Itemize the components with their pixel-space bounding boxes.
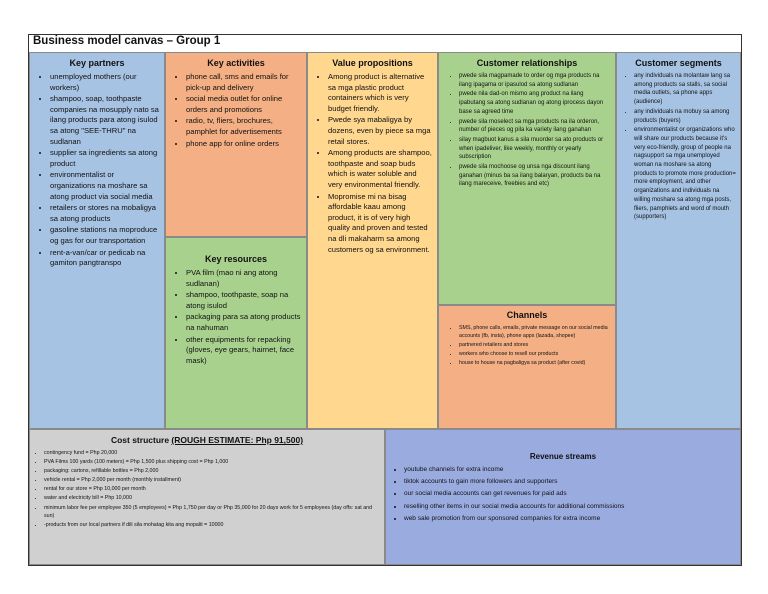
- list-item: • workers who choose to resell our products: [459, 350, 611, 358]
- cost-structure-heading: [30, 435, 384, 445]
- customer-segments-cell: [616, 52, 741, 429]
- list-item: • retailers or stores na mobaligya sa atong products: [50, 203, 160, 224]
- list-item: • SMS, phone calls, emails, private message on our social media accounts (fb, insta), phone apps (lazada, shopee): [459, 324, 611, 340]
- list-item: • our social media accounts can get revenues for paid ads: [404, 488, 736, 499]
- customer-segments-list: [617, 72, 740, 222]
- key-activities-list: [166, 72, 306, 149]
- list-item: • phone app for online orders: [186, 139, 302, 150]
- list-item: • environmentalist or organizations na moshare sa atong product via social media: [50, 170, 160, 202]
- list-item: • -products from our local partners if dili sila mohatag kita ang mopalit = 10000: [44, 521, 380, 529]
- key-partners-list: [30, 72, 164, 269]
- list-item: • Among product is alternative sa mga plastic product containers which is very budget friendly.: [328, 72, 433, 114]
- cost-estimate: (ROUGH ESTIMATE: Php 91,500): [171, 435, 304, 445]
- list-item: • Pwede sya mabaligya by dozens, even by piece sa mga retail stores.: [328, 115, 433, 147]
- list-item: • supplier sa ingredients sa atong product: [50, 148, 160, 169]
- page-title: Business model canvas – Group 1: [33, 35, 221, 47]
- list-item: • pwede sila mochoose og unsa nga discount ilang ganahan (minus ba sa ilang balaryan, products ba na ilang mareceive, freebies and etc): [459, 163, 611, 189]
- key-activities-cell: [165, 52, 307, 237]
- value-propositions-list: [308, 72, 437, 255]
- channels-cell: [438, 305, 616, 429]
- list-item: • any individuals na molantaw lang sa among products sa stalls, sa social media outlets, sa phone apps (audience): [634, 72, 736, 107]
- customer-relationships-list: [439, 72, 615, 189]
- list-item: • partnered retailers and stores: [459, 341, 611, 349]
- list-item: • water and electricity bill = Php 10,000: [44, 494, 380, 502]
- revenue-streams-heading: Revenue streams: [529, 452, 597, 461]
- list-item: • minimum labor fee per employee 350 (5 employees) = Php 1,750 per day or Php 35,000 for 20 days work for 5 employees (day offs: sat and sun): [44, 504, 380, 520]
- list-item: • youtube channels for extra income: [404, 464, 736, 475]
- value-propositions-heading: Value propositions: [332, 58, 413, 68]
- list-item: • house to house na pagbaligya sa product (after covid): [459, 359, 611, 367]
- channels-heading: Channels: [506, 310, 548, 320]
- key-partners-heading: Key partners: [69, 58, 125, 68]
- list-item: • silay magbuot kanus a sila muorder sa ato products or when ipadeliver, like weekly, monthly or yearly subscription: [459, 136, 611, 162]
- customer-segments-heading: Customer segments: [635, 58, 722, 68]
- list-item: • packaging para sa atong products na nahuman: [186, 312, 302, 333]
- list-item: • environmentalist or organizations who will share our products because it's very eco-friendly, group of people na nagsupport sa mga unemployed woman na moshare sa atong products to promote more production= more employment, and other organizations and individuals na willing moshare sa atong mga posts, fliers, pamphlets and word of mouth (supporters): [634, 126, 736, 222]
- list-item: • Among products are shampoo, toothpaste and soap buds which is water soluble and very environmental friendly.: [328, 148, 433, 190]
- key-resources-cell: [165, 237, 307, 429]
- key-resources-heading: Key resources: [204, 254, 268, 264]
- list-item: • web sale promotion from our sponsored companies for extra income: [404, 513, 736, 524]
- list-item: • rental for our store = Php 10,000 per month: [44, 485, 380, 493]
- revenue-streams-list: [386, 464, 740, 524]
- key-resources-list: [166, 268, 306, 366]
- list-item: • Mopromise mi na bisag affordable kaau among product, it is of very high quality and proven and tested na dli makaharm sa among customers og sa environment.: [328, 192, 433, 256]
- list-item: • vehicle rental = Php 2,000 per month (monthly installment): [44, 476, 380, 484]
- list-item: • PVA film (mao ni ang atong sudlanan): [186, 268, 302, 289]
- list-item: • tiktok accounts to gain more followers and supporters: [404, 476, 736, 487]
- key-partners-cell: [29, 52, 165, 429]
- list-item: • social media outlet for online orders and promotions: [186, 94, 302, 115]
- list-item: • any individuals na mobuy sa among products (buyers): [634, 108, 736, 125]
- list-item: • reselling other items in our social media accounts for additional commissions: [404, 501, 736, 512]
- list-item: • PVA Films 100 yards (100 meters) = Php 1,500 plus shipping cost = Php 1,000: [44, 458, 380, 466]
- list-item: • radio, tv, fliers, brochures, pamphlet for advertisements: [186, 116, 302, 137]
- list-item: • rent-a-van/car or pedicab na gamiton pangtranspo: [50, 248, 160, 269]
- cost-structure-list: [30, 449, 384, 529]
- revenue-streams-cell: [385, 429, 741, 565]
- cost-structure-cell: [29, 429, 385, 565]
- key-activities-heading: Key activities: [207, 58, 265, 68]
- list-item: • pwede sila magpamade to order og mga products na ilang ipagama or ipasulod sa atong sudlanan: [459, 72, 611, 89]
- cost-structure-title: Cost structure: [110, 435, 170, 445]
- list-item: • gasoline stations na moproduce og gas for our transportation: [50, 225, 160, 246]
- value-propositions-cell: [307, 52, 438, 429]
- list-item: • phone call, sms and emails for pick-up and delivery: [186, 72, 302, 93]
- list-item: • other equipments for repacking (gloves, eye gears, hairnet, face mask): [186, 335, 302, 367]
- list-item: • packaging: cartons, refillable bottles = Php 2,000: [44, 467, 380, 475]
- channels-list: [439, 324, 615, 367]
- list-item: • pwede nila dad-on mismo ang product na ilang ipabutang sa atong sudlanan og atong iprocess dayon base sa agreed time: [459, 90, 611, 116]
- list-item: • unemployed mothers (our workers): [50, 72, 160, 93]
- list-item: • shampoo, soap, toothpaste companies na mosupply nato sa ilang products para atong isulod sa atong "SEE-THRU" na sudlanan: [50, 94, 160, 147]
- customer-relationships-heading: Customer relationships: [476, 58, 578, 68]
- customer-relationships-cell: [438, 52, 616, 305]
- list-item: • shampoo, toothpaste, soap na atong isulod: [186, 290, 302, 311]
- list-item: • pwede sila moselect sa mga products na ila orderon, number of pieces og pila ka variety ilang ganahan: [459, 118, 611, 135]
- list-item: • contingency fund = Php 20,000: [44, 449, 380, 457]
